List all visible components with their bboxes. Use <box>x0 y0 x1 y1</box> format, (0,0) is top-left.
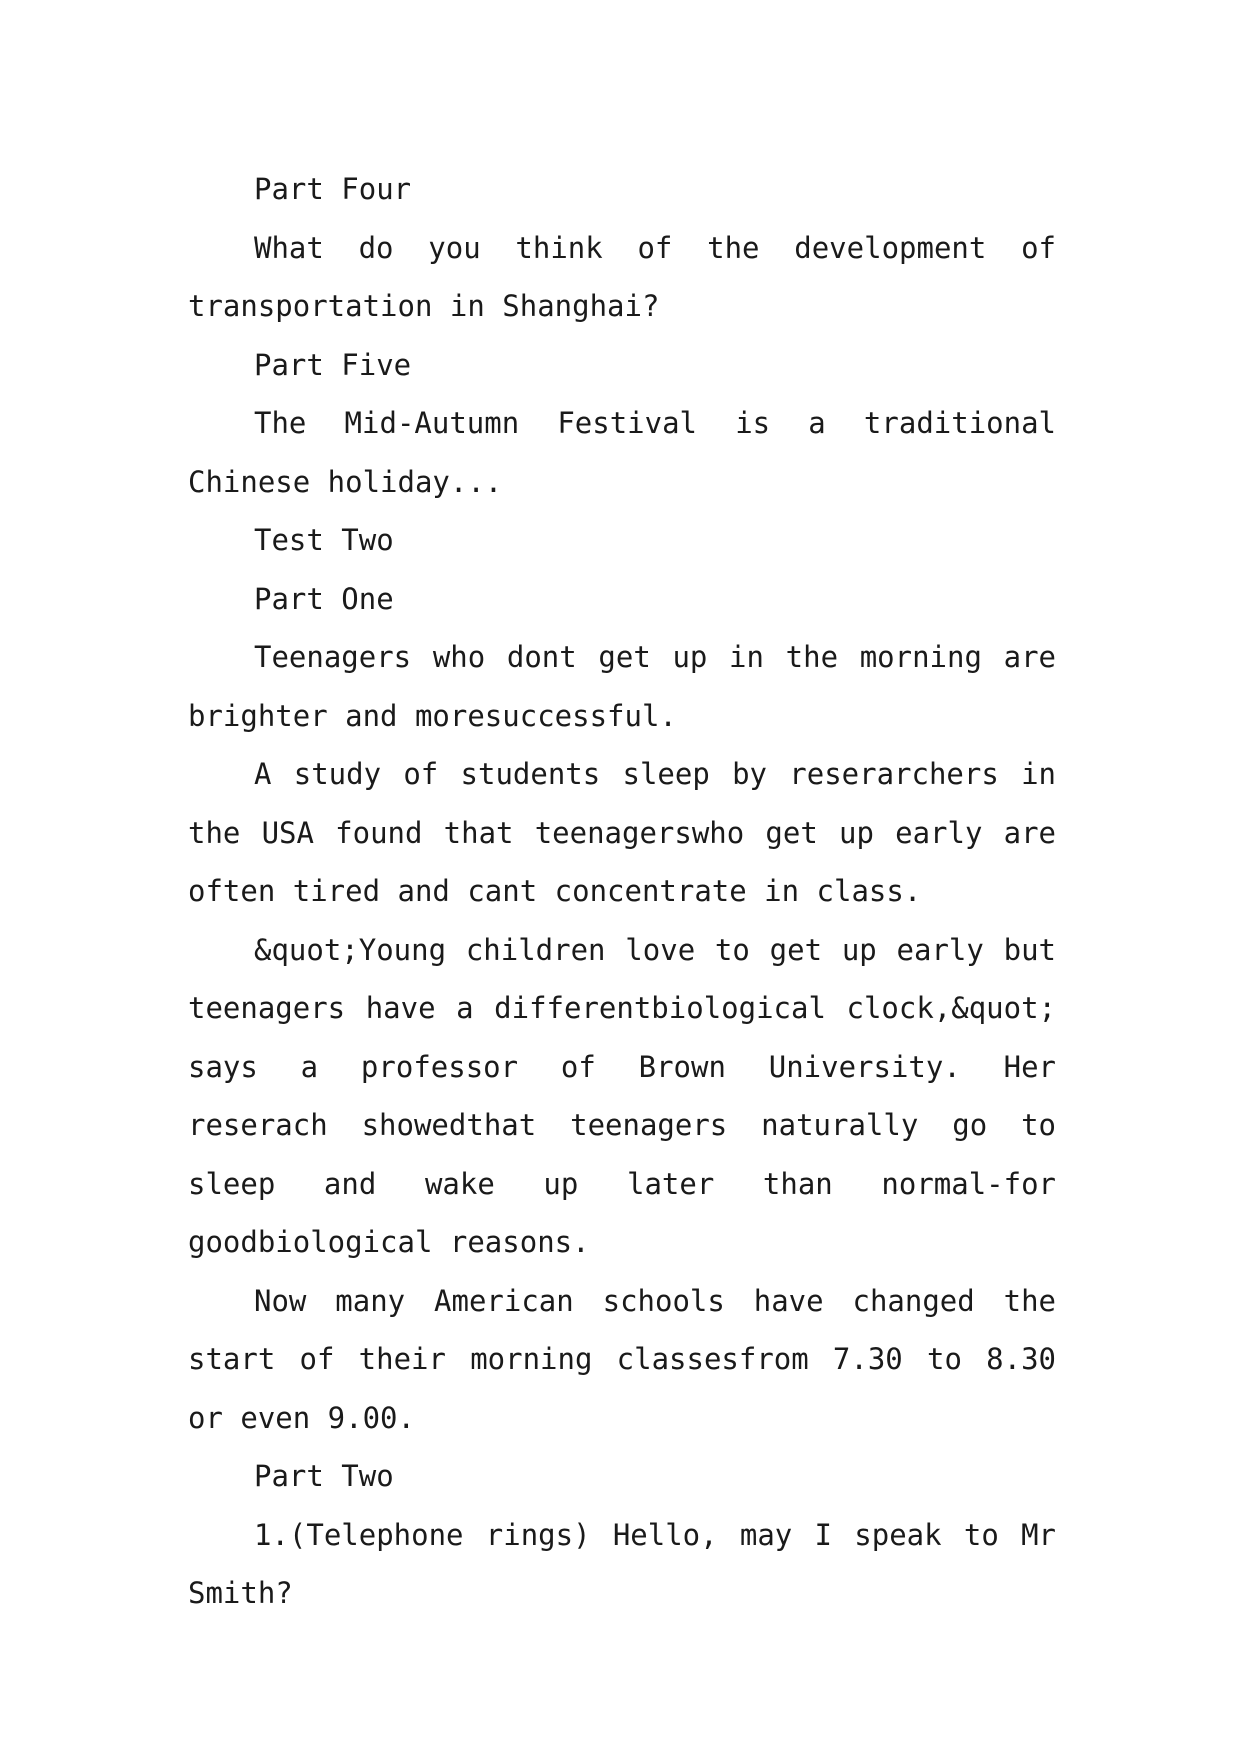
heading-test-two: Test Two <box>254 523 394 557</box>
paragraph-transportation-question: What do you think of the development of transportation in Shanghai? <box>188 230 1056 323</box>
paragraph-schools-changed: Now many American schools have changed the start of their morning classesfrom 7.30 to 8.30 or even 9.00. <box>188 1283 1056 1435</box>
heading-part-one: Part One <box>254 581 394 616</box>
heading-part-two: Part Two <box>254 1459 394 1493</box>
paragraph-teenagers-intro: Teenagers who dont get up in the morning are brighter and moresuccessful. <box>188 640 1056 733</box>
heading-part-four: Part Four <box>254 172 412 206</box>
paragraph-professor-quote: &quot;Young children love to get up early but teenagers have a differentbiological clock,&quot; says a professor of Brown University. Her reserach showedthat teenagers naturally go to sleep and wake up later than normal-for goodbiological reasons. <box>188 932 1056 1259</box>
paragraph-telephone: 1.(Telephone rings) Hello, may I speak to Mr Smith? <box>188 1517 1056 1610</box>
heading-part-five: Part Five <box>254 347 412 382</box>
document-body <box>188 160 1056 1623</box>
paragraph-study: A study of students sleep by reserarchers in the USA found that teenagerswho get up early are often tired and cant concentrate in class. <box>188 757 1056 908</box>
paragraph-mid-autumn: The Mid-Autumn Festival is a traditional Chinese holiday... <box>188 406 1056 499</box>
